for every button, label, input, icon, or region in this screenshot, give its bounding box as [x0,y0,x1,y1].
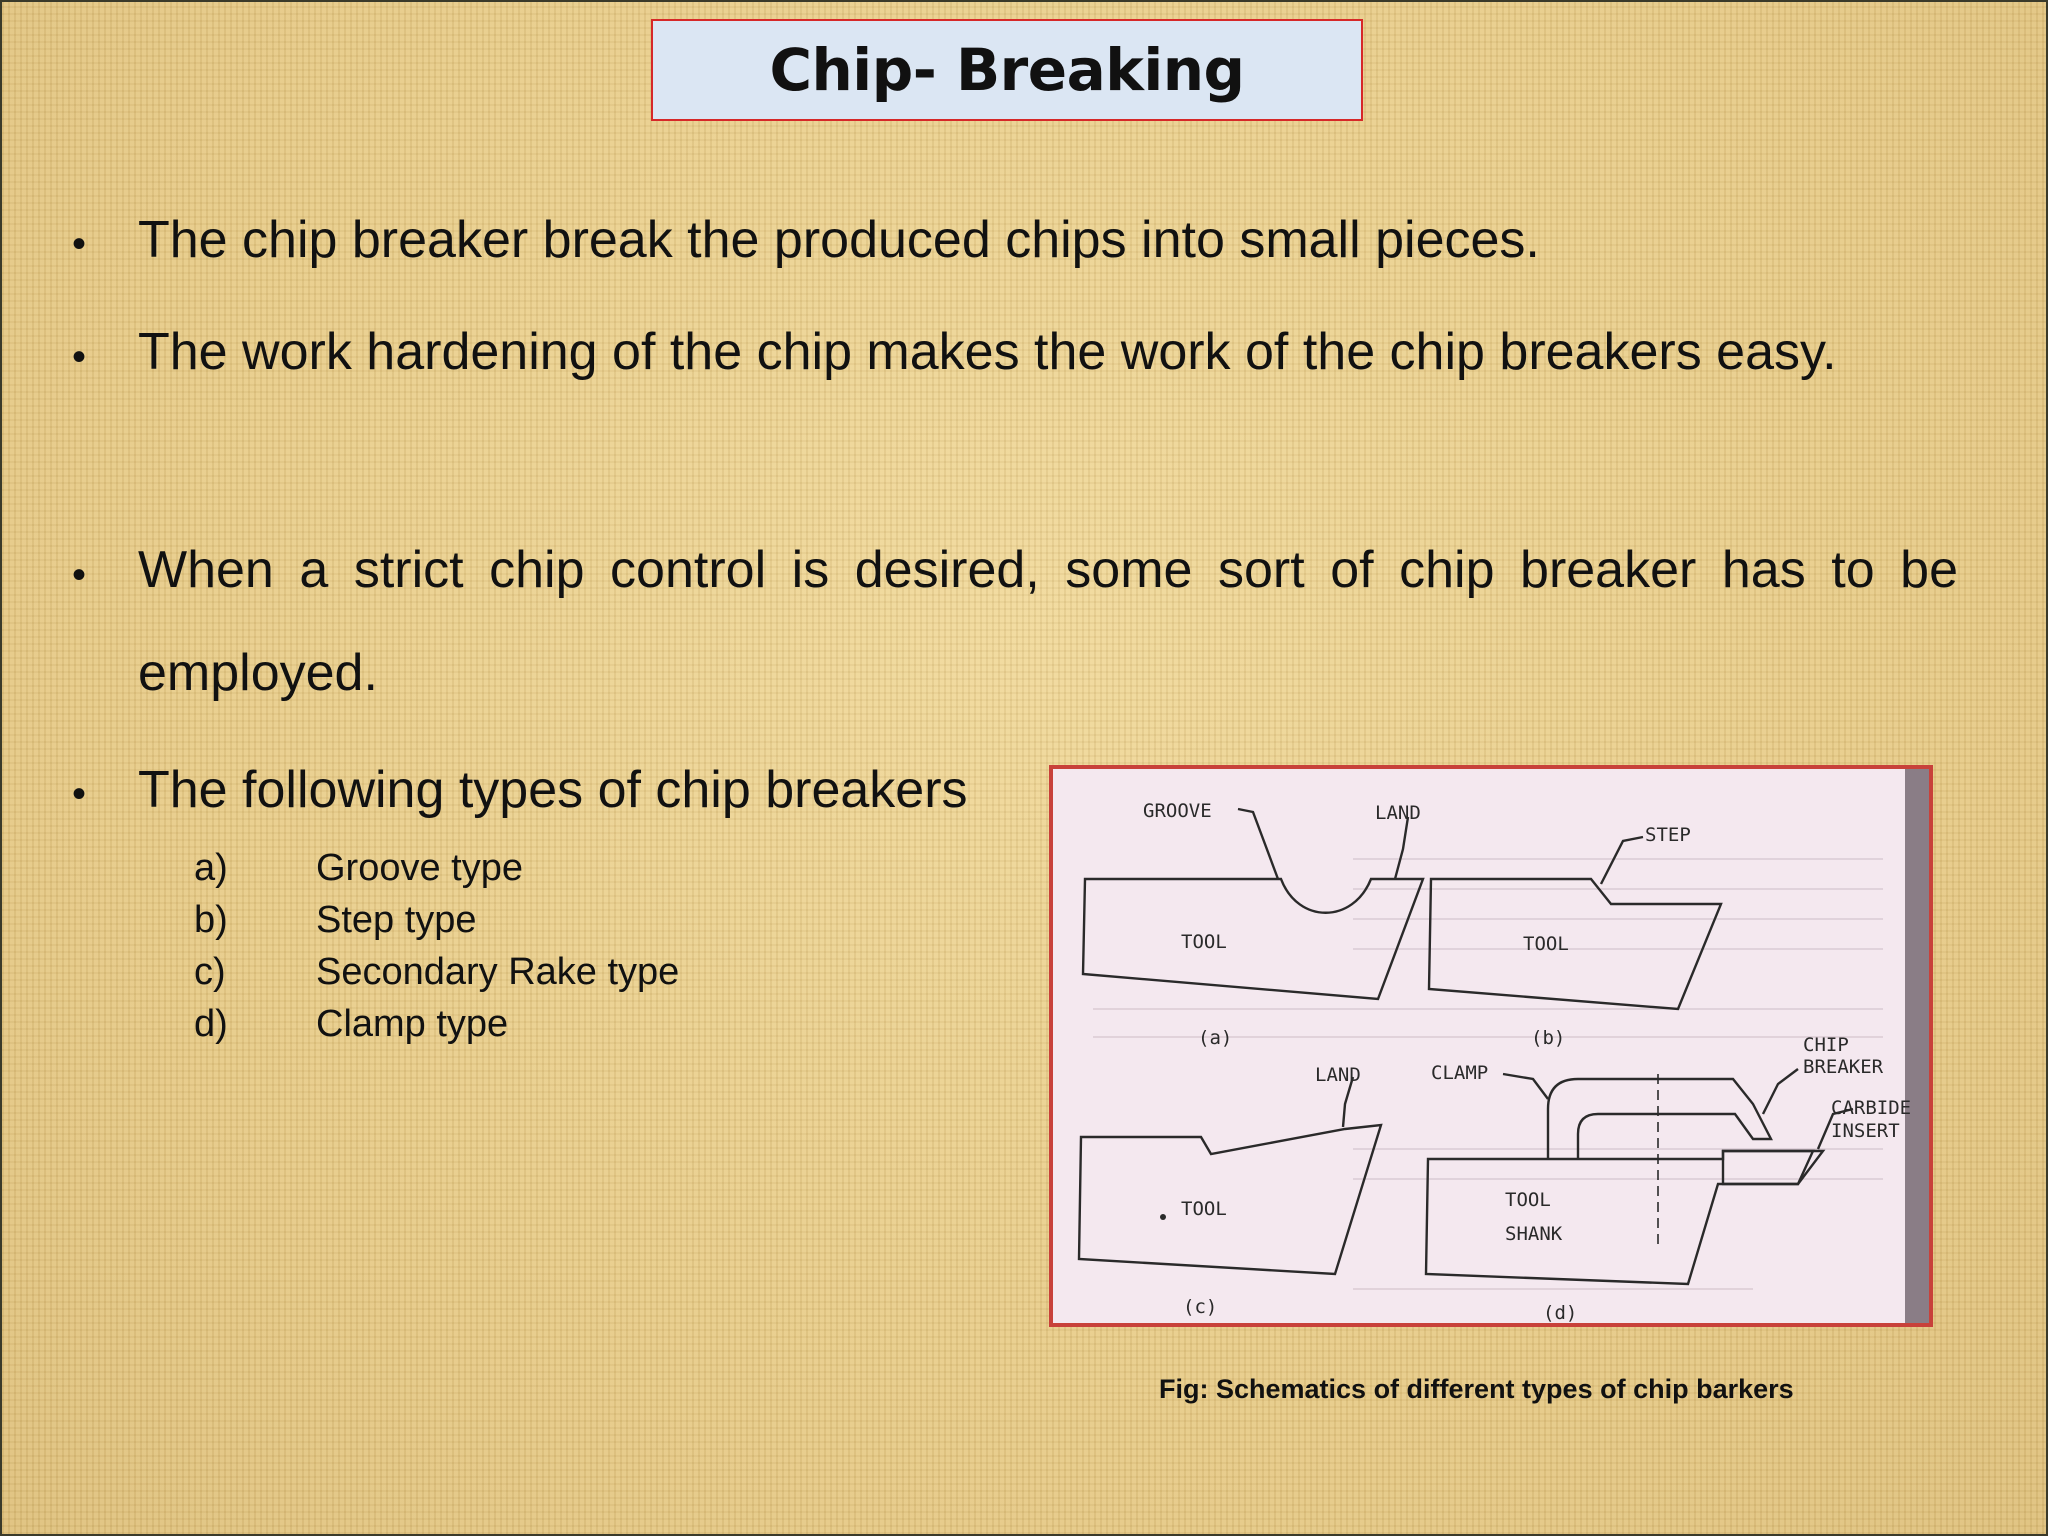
title-box [651,19,1363,121]
label-clamp: CLAMP [1431,1062,1489,1084]
figure-caption: Fig: Schematics of different types of chip barkers [1159,1374,1794,1404]
tool-c-dot [1160,1214,1166,1220]
bullet-icon: • [72,553,87,597]
type-key: d) [194,1002,228,1045]
clamp-outline [1548,1079,1771,1159]
type-row [194,842,679,894]
type-row [194,946,679,998]
chip-breaker-types-list [194,842,679,1050]
tool-shank-outline [1426,1151,1813,1284]
label-shank: SHANK [1505,1223,1563,1245]
label-chip: CHIP [1803,1034,1849,1056]
bullet-text: The work hardening of the chip makes the work of the chip breakers easy. [138,323,1837,381]
label-land-a: LAND [1375,802,1421,824]
label-insert: INSERT [1831,1120,1900,1142]
type-label: Groove type [316,846,523,889]
label-panel-b: (b) [1531,1027,1566,1049]
label-carbide: CARBIDE [1831,1097,1912,1119]
label-land-c: LAND [1315,1064,1361,1086]
bullet-item [72,541,1962,725]
chip-breaker-leader [1763,1069,1798,1114]
label-step: STEP [1645,824,1691,846]
slide-title: Chip- Breaking [769,36,1245,104]
type-label: Secondary Rake type [316,950,680,993]
type-key: c) [194,950,226,993]
type-key: a) [194,846,228,889]
label-tool-c: TOOL [1181,1198,1227,1220]
label-panel-a: (a) [1198,1027,1233,1049]
bullet-icon: • [72,335,87,379]
step-leader [1601,837,1643,884]
scan-edge-shadow [1905,769,1929,1323]
chip-breaker-schematic [1053,769,1929,1323]
label-panel-d: (d) [1543,1302,1578,1323]
tool-a-outline [1083,879,1423,999]
bullet-text: When a strict chip control is desired, some sort of chip breaker has to be employed. [138,541,1958,702]
tool-b-outline [1429,879,1721,1009]
label-tool-b: TOOL [1523,933,1569,955]
bullet-icon: • [72,772,87,816]
label-groove: GROOVE [1143,800,1212,822]
figure-frame [1049,765,1933,1327]
bullet-text: The chip breaker break the produced chips into small pieces. [138,211,1540,269]
land-a-leader [1395,817,1408,879]
type-label: Step type [316,898,477,941]
bullet-text: The following types of chip breakers [138,761,968,819]
type-row [194,998,679,1050]
label-tool-a: TOOL [1181,931,1227,953]
type-label: Clamp type [316,1002,509,1045]
label-tool-d: TOOL [1505,1189,1551,1211]
bullet-item [72,761,968,819]
bullet-item [72,211,1540,269]
type-key: b) [194,898,228,941]
type-row [194,894,679,946]
bullet-item [72,323,1962,404]
clamp-leader [1503,1074,1548,1099]
label-panel-c: (c) [1183,1296,1218,1318]
bullet-icon: • [72,222,87,266]
label-breaker: BREAKER [1803,1056,1884,1078]
tool-c-outline [1079,1125,1381,1274]
groove-leader [1238,809,1278,879]
